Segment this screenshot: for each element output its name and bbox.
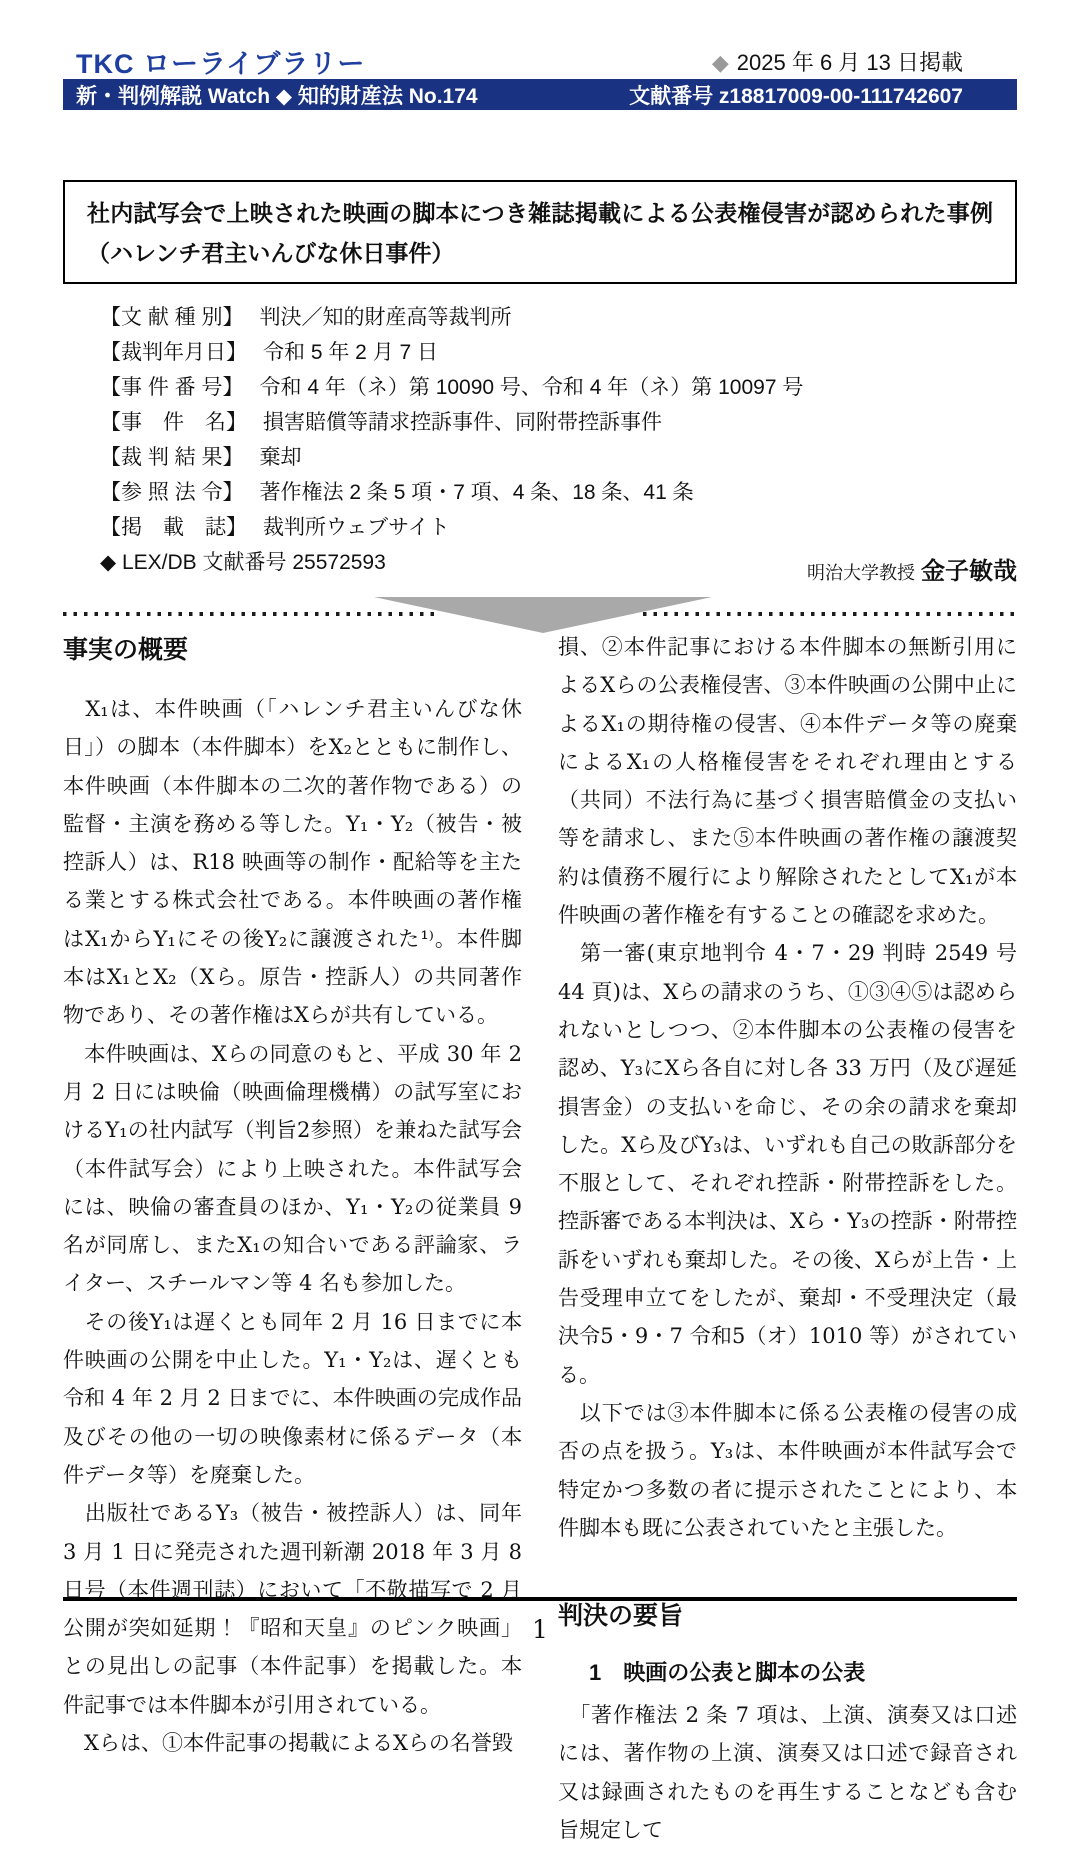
meta-label: 【参 照 法 令】 <box>100 480 244 504</box>
series-title: 新・判例解説 Watch ◆ 知的財産法 No.174 <box>76 84 478 108</box>
body-paragraph: X₁は、本件映画（「ハレンチ君主いんびな休日」）の脚本（本件脚本）をX₂とともに制作し、本件映画（本件脚本の二次的著作物である）の監督・主演を務める等した。Y₁・Y₂（被告・被控訴人）は、R18 映画等の制作・配給等を主たる業とする株式会社である。本件映画の著作権はX₁からY₁にその後Y₂に譲渡された¹⁾。本件脚本はX₁とX₂（Xら。原告・控訴人）の共同著作物であり、その著作権はXらが共有している。 <box>63 697 522 1028</box>
meta-row-case-name <box>100 403 1017 438</box>
series-banner <box>63 79 1017 110</box>
case-title: 社内試写会で上映された映画の脚本につき雑誌掲載による公表権侵害が認められた事例（ハレンチ君主いんびな休日事件） <box>87 200 993 266</box>
meta-row-published-in <box>100 508 1017 543</box>
meta-label: 【裁 判 結 果】 <box>100 445 244 469</box>
document-number: 文献番号 z18817009-00-111742607 <box>629 84 963 108</box>
diamond-icon: ◆ <box>711 50 729 75</box>
meta-label: 【掲 載 誌】 <box>100 515 247 539</box>
meta-value: 判決／知的財産高等裁判所 <box>259 305 512 329</box>
meta-row-case-number <box>100 368 1017 403</box>
body-paragraph: 以下では③本件脚本に係る公表権の侵害の成否の点を扱う。Y₃は、本件映画が本件試写会で特定かつ多数の者に提示されたことにより、本件脚本も既に公表されていたと主張した。 <box>558 1400 1017 1540</box>
meta-value: 著作権法 2 条 5 項・7 項、4 条、18 条、41 条 <box>259 480 694 504</box>
body-left-column <box>63 634 522 1756</box>
meta-row-judgment-date <box>100 333 1017 368</box>
author-line <box>807 551 1017 586</box>
meta-row-result <box>100 438 1017 473</box>
body-paragraph: その後Y₁は遅くとも同年 2 月 16 日までに本件映画の公開を中止した。Y₁・Y₂は、遅くとも令和 4 年 2 月 2 日までに、本件映画の完成作品及びその他の一切の映像素材に係るデータ（本件データ等）を廃棄した。 <box>63 1309 522 1487</box>
body-paragraph: 「著作権法 2 条 7 項は、上演、演奏又は口述には、著作物の上演、演奏又は口述で録音され又は録画されたものを再生することなども含む旨規定して <box>558 1703 1017 1843</box>
author-name: 金子敏哉 <box>921 558 1017 585</box>
body-paragraph: 損、②本件記事における本件脚本の無断引用によるXらの公表権侵害、③本件映画の公開中止によるX₁の期待権の侵害、④本件データ等の廃棄によるX₁の人格権侵害をそれぞれ理由とする（共同）不法行為に基づく損害賠償金の支払い等を請求し、また⑤本件映画の著作権の譲渡契約は債務不履行により解除されたとしてX₁が本件映画の著作権を有することの確認を求めた。 <box>558 635 1017 928</box>
lexdb-reference-text: ◆ LEX/DB 文献番号 25572593 <box>100 550 386 574</box>
body-paragraph: Xらは、①本件記事の掲載によるXらの名誉毀 <box>63 1731 513 1756</box>
meta-label: 【文 献 種 別】 <box>100 305 244 329</box>
section-heading-facts: 事実の概要 <box>63 636 189 664</box>
sub-heading-publication: 1 映画の公表と脚本の公表 <box>589 1660 866 1686</box>
meta-value: 損害賠償等請求控訴事件、同附帯控訴事件 <box>263 410 662 434</box>
meta-value: 裁判所ウェブサイト <box>263 515 450 539</box>
section-heading-judgment-summary: 判決の要旨 <box>558 1602 684 1631</box>
footer-rule <box>63 1597 1017 1601</box>
body-paragraph: 第一審(東京地判令 4・7・29 判時 2549 号 44 頁)は、Xらの請求のうち、①③④⑤は認められないとしつつ、②本件脚本の公表権の侵害を認め、Y₃にXら各自に対し各 33 万円（及び遅延損害金）の支払いを命じ、その余の請求を棄却した。Xら及びY₃は、いずれも自己の敗訴部分を不服として、それぞれ控訴・附帯控訴をした。控訴審である本判決は、Xら・Y₃の控訴・附帯控訴をいずれも棄却した。その後、Xらが上告・上告受理申立てをしたが、棄却・不受理決定（最決令5・9・7 令和5（オ）1010 等）がされている。 <box>558 941 1017 1387</box>
body-paragraph: 出版社であるY₃（被告・被控訴人）は、同年 3 月 1 日に発売された週刊新潮 2018 年 3 月 8 日号（本件週刊誌）において「不敬描写で 2 月公開が突如延期！『昭和天皇』のピンク映画」との見出しの記事（本件記事）を掲載した。本件記事では本件脚本が引用されている。 <box>63 1501 522 1717</box>
meta-label: 【事 件 名】 <box>100 410 247 434</box>
case-title-box <box>63 180 1017 284</box>
meta-value: 令和 4 年（ネ）第 10090 号、令和 4 年（ネ）第 10097 号 <box>259 375 804 399</box>
case-metadata <box>100 298 1017 578</box>
body-right-column <box>558 628 1017 1843</box>
page-number: 1 <box>532 1615 548 1644</box>
publication-date-text: 2025 年 6 月 13 日掲載 <box>736 50 963 75</box>
meta-label: 【裁判年月日】 <box>100 340 247 364</box>
author-affiliation: 明治大学教授 <box>807 563 915 584</box>
publication-date <box>712 46 963 77</box>
meta-row-document-type <box>100 298 1017 333</box>
meta-row-referenced-laws <box>100 473 1017 508</box>
meta-label: 【事 件 番 号】 <box>100 375 244 399</box>
body-paragraph: 本件映画は、Xらの同意のもと、平成 30 年 2 月 2 日には映倫（映画倫理機構）の試写室におけるY₁の社内試写（判旨2参照）を兼ねた試写会（本件試写会）により上映された。本件試写会には、映倫の審査員のほか、Y₁・Y₂の従業員 9 名が同席し、またX₁の知合いである評論家、ライター、スチールマン等 4 名も参加した。 <box>63 1041 522 1296</box>
tkc-law-library-logo: TKC ローライブラリー <box>76 49 366 79</box>
meta-value: 棄却 <box>259 445 302 469</box>
meta-value: 令和 5 年 2 月 7 日 <box>263 340 439 364</box>
